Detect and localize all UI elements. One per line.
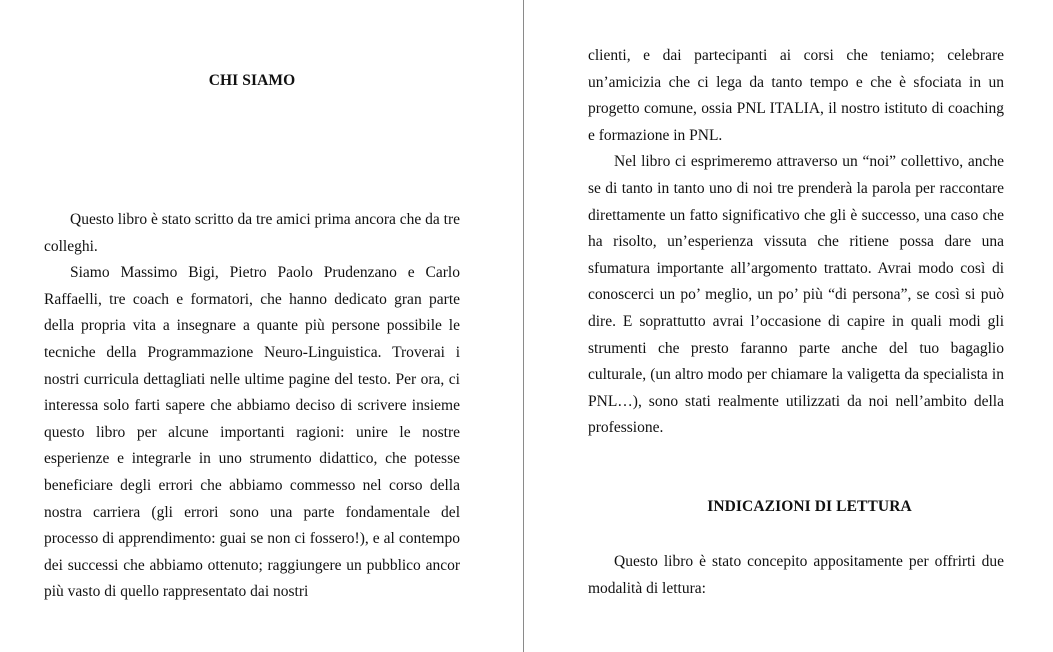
right-page-body — [588, 43, 1004, 442]
left-page-body — [44, 207, 460, 606]
paragraph: Questo libro è stato concepito appositamente per offrirti due modalità di lettura: — [588, 553, 1004, 597]
right-page-body-2 — [588, 549, 1004, 602]
paragraph: Siamo Massimo Bigi, Pietro Paolo Prudenzano e Carlo Raffaelli, tre coach e formatori, che hanno dedicato gran parte della propria vita a insegnare a quante più persone possibile le tecniche della Programmazione Neuro-Linguistica. Troverai i nostri curricula dettagliati nelle ultime pagine del testo. Per ora, ci interessa solo farti sapere che abbiamo deciso di scrivere insieme questo libro per alcune importanti ragioni: unire le nostre esperienze e integrarle in uno strumento didattico, che potesse beneficiare degli errori che abbiamo commesso nel corso della nostra carriera (gli errori sono una parte fondamentale del processo di apprendimento: guai se non ci fossero!), e al contempo dei successi che abbiamo ottenuto; raggiungere un pubblico ancor più vasto di quello rappresentato dai nostri — [44, 264, 460, 601]
left-page — [0, 0, 523, 652]
page-gutter-divider — [523, 0, 524, 652]
paragraph: Nel libro ci esprimeremo attraverso un “noi” collettivo, anche se di tanto in tanto uno di noi tre prenderà la parola per raccontare direttamente un fatto significativo che gli è successo, una caso che ha risolto, un’esperienza vissuta che ritiene possa dare una sfumatura importante all’argomento trattato. Avrai modo così di conoscerci un po’ meglio, un po’ più “di persona”, se così si può dire. E soprattutto avrai l’occasione di capire in quali modi gli strumenti che presto faranno parte anche del tuo bagaglio culturale, (un altro modo per chiamare la valigetta da specialista in PNL…), sono stati realmente utilizzati da noi nell’ambito della professione. — [588, 153, 1004, 437]
section-heading-indicazioni-di-lettura: INDICAZIONI DI LETTURA — [707, 498, 912, 515]
section-heading-chi-siamo: CHI SIAMO — [208, 72, 296, 89]
paragraph: Questo libro è stato scritto da tre amici prima ancora che da tre colleghi. — [44, 211, 460, 255]
paragraph-continuation: clienti, e dai partecipanti ai corsi che teniamo; celebrare un’amicizia che ci lega da tanto tempo e che è sfociata in un progetto comune, ossia PNL ITALIA, il nostro istituto di coaching e formazione in PNL. — [588, 47, 1004, 144]
right-page — [525, 0, 1053, 652]
